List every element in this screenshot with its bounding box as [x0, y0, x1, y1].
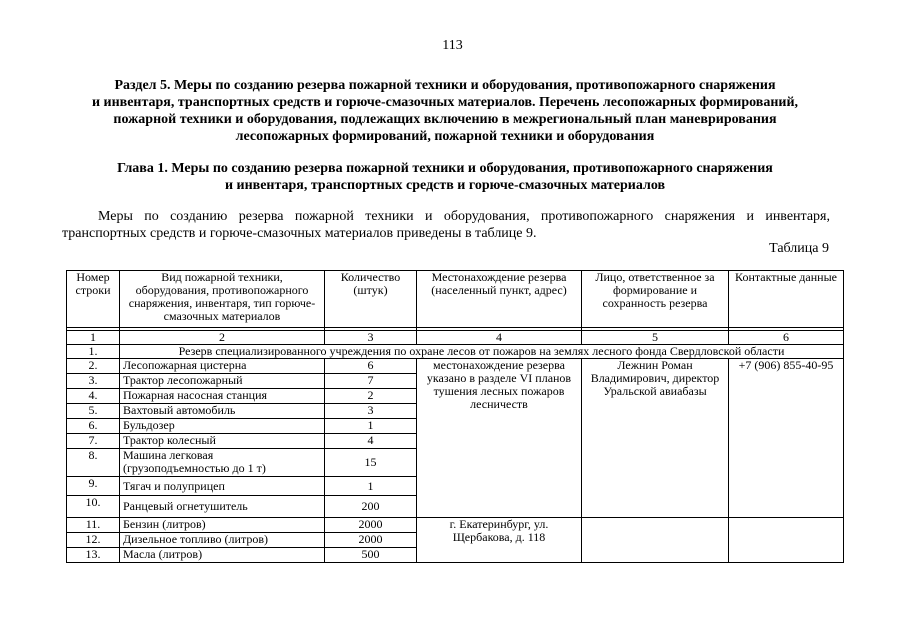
intro-paragraph	[62, 208, 830, 242]
page-number: 113	[442, 38, 463, 53]
item-name: Тягач и полуприцеп	[120, 477, 325, 496]
chapter-title	[60, 160, 830, 194]
contact-cell	[729, 518, 844, 563]
header-cell: Вид пожарной техники, оборудования, противопожарного снаряжения, инвентаря, тип горюче-смазочных материалов	[120, 271, 325, 328]
table-caption: Таблица 9	[769, 241, 829, 256]
row-number: 3.	[67, 374, 120, 389]
location-cell: местонахождение резерва указано в разделе VI планов тушения лесных пожаров лесничеств	[417, 359, 582, 518]
responsible-cell: Лежнин Роман Владимирович, директор Уральской авиабазы	[582, 359, 729, 518]
item-quantity: 2	[325, 389, 417, 404]
row-number: 7.	[67, 434, 120, 449]
item-name: Машина легковая (грузоподъемностью до 1 т)	[120, 449, 325, 477]
item-quantity: 3	[325, 404, 417, 419]
header-cell: Номер строки	[67, 271, 120, 328]
item-quantity: 2000	[325, 533, 417, 548]
column-number: 5	[582, 331, 729, 345]
item-name: Пожарная насосная станция	[120, 389, 325, 404]
item-quantity: 200	[325, 496, 417, 518]
column-number: 3	[325, 331, 417, 345]
intro-line: транспортных средств и горюче-смазочных материалов приведены в таблице 9.	[62, 226, 537, 241]
column-number: 1	[67, 331, 120, 345]
item-quantity: 1	[325, 419, 417, 434]
section-title-line: пожарной техники и оборудования, подлежащих включению в межрегиональный план маневрирования	[113, 112, 777, 127]
item-name: Трактор колесный	[120, 434, 325, 449]
item-quantity: 1	[325, 477, 417, 496]
item-name: Трактор лесопожарный	[120, 374, 325, 389]
row-number: 11.	[67, 518, 120, 533]
location-cell: г. Екатеринбург, ул. Щербакова, д. 118	[417, 518, 582, 563]
item-name: Масла (литров)	[120, 548, 325, 563]
item-name: Бульдозер	[120, 419, 325, 434]
row-number: 12.	[67, 533, 120, 548]
table-header-row	[67, 271, 844, 328]
header-cell: Количество (штук)	[325, 271, 417, 328]
chapter-title-line: Глава 1. Меры по созданию резерва пожарной техники и оборудования, противопожарного снаряжения	[117, 161, 773, 176]
column-number: 4	[417, 331, 582, 345]
responsible-cell	[582, 518, 729, 563]
item-name: Дизельное топливо (литров)	[120, 533, 325, 548]
group-title: Резерв специализированного учреждения по охране лесов от пожаров на землях лесного фонда Свердловской области	[120, 345, 844, 359]
row-number: 4.	[67, 389, 120, 404]
column-number-row	[67, 331, 844, 345]
item-quantity: 2000	[325, 518, 417, 533]
row-number: 8.	[67, 449, 120, 477]
row-number: 5.	[67, 404, 120, 419]
header-cell: Контактные данные	[729, 271, 844, 328]
row-number: 1.	[67, 345, 120, 359]
group-row	[67, 345, 844, 359]
item-quantity: 6	[325, 359, 417, 374]
contact-cell: +7 (906) 855-40-95	[729, 359, 844, 518]
item-name: Вахтовый автомобиль	[120, 404, 325, 419]
item-name: Бензин (литров)	[120, 518, 325, 533]
column-number: 6	[729, 331, 844, 345]
item-name: Лесопожарная цистерна	[120, 359, 325, 374]
item-quantity: 7	[325, 374, 417, 389]
item-quantity: 4	[325, 434, 417, 449]
row-number: 10.	[67, 496, 120, 518]
section-title-line: и инвентаря, транспортных средств и горюче-смазочных материалов. Перечень лесопожарных формирований,	[91, 95, 799, 110]
section-title-line: Раздел 5. Меры по созданию резерва пожарной техники и оборудования, противопожарного снаряжения	[114, 78, 776, 93]
row-number: 6.	[67, 419, 120, 434]
reserve-table	[66, 270, 844, 563]
table-row	[67, 359, 844, 374]
header-cell: Лицо, ответственное за формирование и сохранность резерва	[582, 271, 729, 328]
section-title	[60, 77, 830, 145]
intro-line: Меры по созданию резерва пожарной техники и оборудования, противопожарного снаряжения и инвентаря,	[98, 209, 830, 224]
chapter-title-line: и инвентаря, транспортных средств и горюче-смазочных материалов	[224, 178, 666, 193]
item-name: Ранцевый огнетушитель	[120, 496, 325, 518]
row-number: 2.	[67, 359, 120, 374]
row-number: 9.	[67, 477, 120, 496]
item-quantity: 500	[325, 548, 417, 563]
section-title-line: лесопожарных формирований, пожарной техники и оборудования	[235, 129, 655, 144]
column-number: 2	[120, 331, 325, 345]
header-cell: Местонахождение резерва (населенный пункт, адрес)	[417, 271, 582, 328]
item-quantity: 15	[325, 449, 417, 477]
row-number: 13.	[67, 548, 120, 563]
table-row	[67, 518, 844, 533]
